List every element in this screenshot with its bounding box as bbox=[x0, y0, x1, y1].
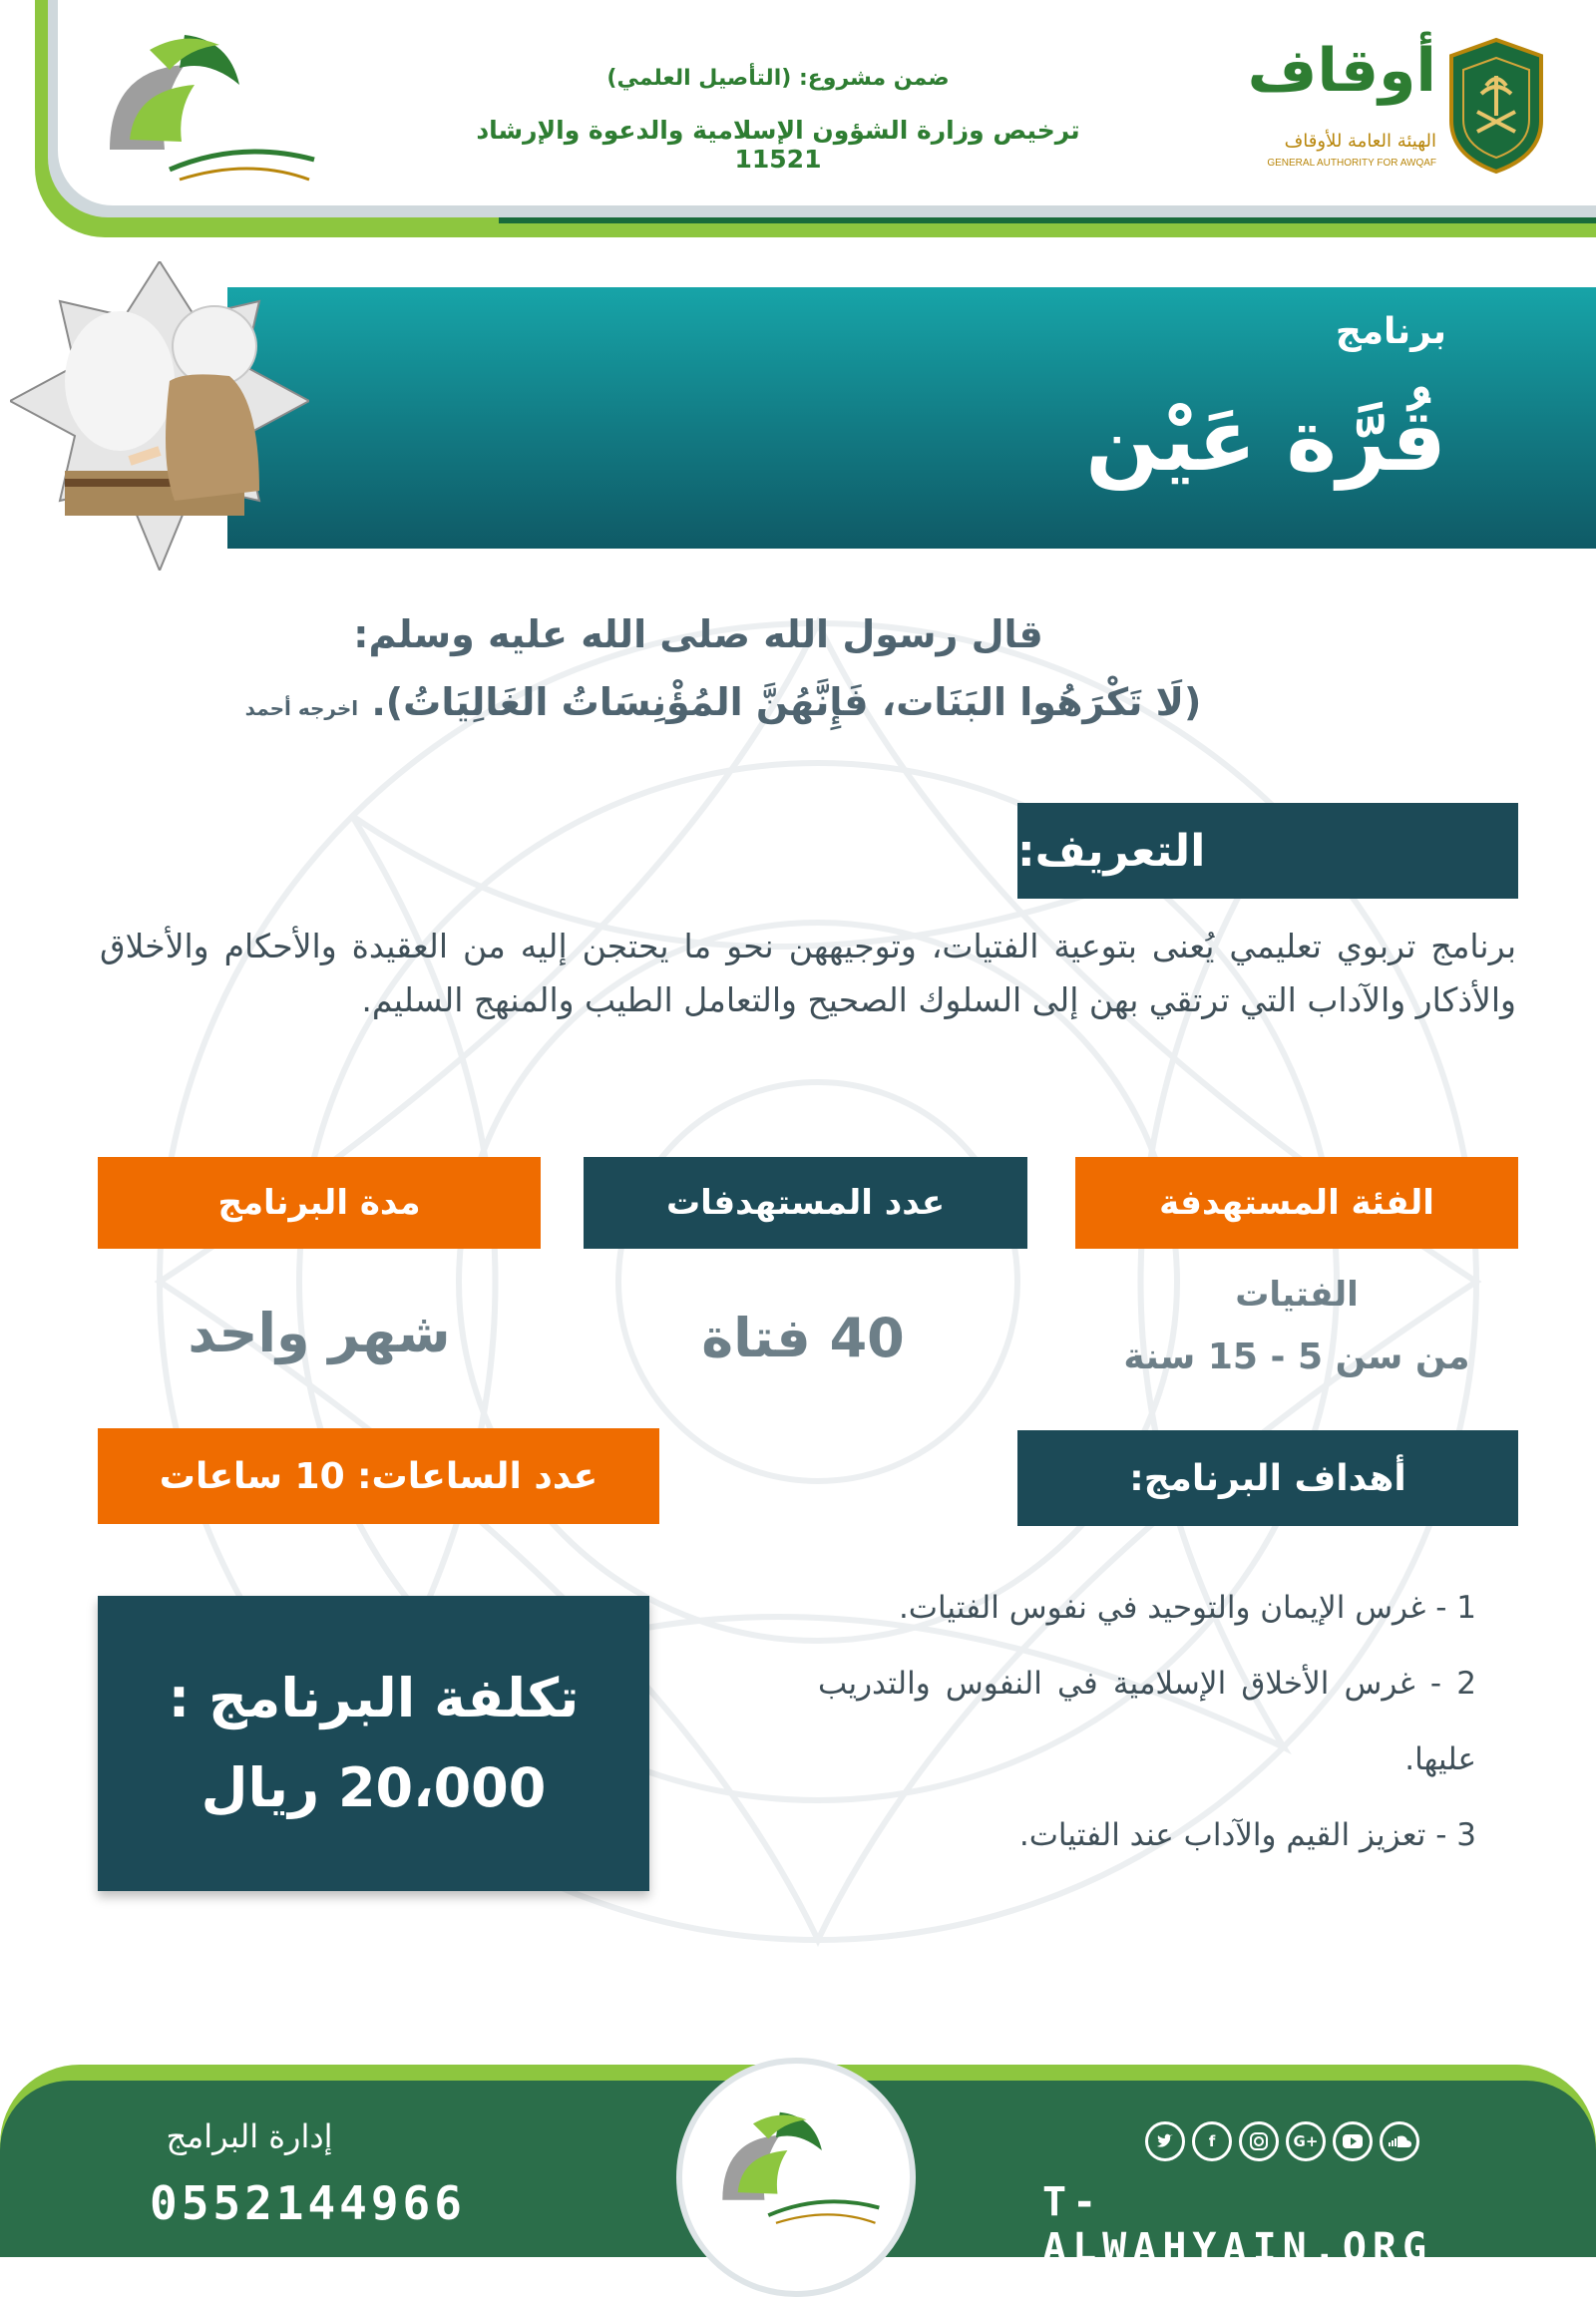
twitter-icon[interactable] bbox=[1145, 2121, 1185, 2161]
cost-label: تكلفة البرنامج : bbox=[168, 1667, 580, 1729]
goals-heading: أهداف البرنامج: bbox=[1017, 1430, 1518, 1526]
wahyain-logo bbox=[90, 30, 324, 199]
duration-value: شهر واحد bbox=[188, 1302, 451, 1364]
target-group-value: الفتيات bbox=[1235, 1275, 1359, 1315]
goal-item: 3 - تعزيز القيم والآداب عند الفتيات. bbox=[1018, 1817, 1476, 1853]
cost-box bbox=[98, 1596, 649, 1891]
youtube-icon[interactable] bbox=[1333, 2121, 1373, 2161]
awqaf-english: GENERAL AUTHORITY FOR AWQAF bbox=[1267, 158, 1436, 169]
duration-heading: مدة البرنامج bbox=[98, 1157, 541, 1249]
program-title: قُرَّة عَيْن bbox=[1085, 391, 1446, 491]
target-group-heading: الفئة المستهدفة bbox=[1075, 1157, 1518, 1249]
googleplus-icon[interactable]: G+ bbox=[1286, 2121, 1326, 2161]
social-links bbox=[1145, 2121, 1444, 2167]
footer-logo-circle bbox=[676, 2058, 916, 2297]
programs-management-label: إدارة البرامج bbox=[166, 2117, 333, 2155]
definition-heading-label: التعريف: bbox=[1017, 825, 1206, 877]
awqaf-subtitle: الهيئة العامة للأوقاف bbox=[1284, 131, 1436, 152]
participant-count-value: 40 فتاة bbox=[701, 1307, 905, 1369]
cost-value: 20،000 ريال bbox=[200, 1756, 547, 1819]
website-link[interactable]: T-ALWAHYAIN.ORG bbox=[1042, 2179, 1433, 2271]
facebook-icon[interactable]: f bbox=[1192, 2121, 1232, 2161]
hours-heading: عدد الساعات: 10 ساعات bbox=[98, 1428, 659, 1524]
contact-phone[interactable]: 0552144966 bbox=[150, 2176, 466, 2230]
project-line: ضمن مشروع: (التأصيل العلمي) bbox=[606, 66, 950, 91]
goals-list bbox=[818, 1570, 1476, 1873]
instagram-icon[interactable] bbox=[1239, 2121, 1279, 2161]
hadith-quote: (لَا تَكْرَهُوا البَنَات، فَإِنَّهُنَّ المُؤْنِسَاتُ الغَالِيَاتُ). bbox=[371, 680, 1202, 724]
goal-item: 1 - غرس الإيمان والتوحيد في نفوس الفتيات. bbox=[898, 1590, 1476, 1626]
wahyain-footer-logo bbox=[707, 2104, 887, 2243]
saudi-emblem-icon bbox=[1441, 36, 1551, 176]
definition-heading bbox=[1017, 803, 1518, 899]
program-label: برنامج bbox=[1335, 311, 1446, 352]
praying-child-photo bbox=[10, 261, 309, 571]
hadith-text bbox=[200, 680, 1247, 724]
awqaf-name: أوقاف bbox=[1247, 36, 1436, 106]
awqaf-logo bbox=[1232, 36, 1551, 186]
participant-count-heading: عدد المستهدفات bbox=[584, 1157, 1027, 1249]
header-divider bbox=[499, 217, 1596, 223]
hadith-intro: قال رسول الله صلى الله عليه وسلم: bbox=[353, 612, 1043, 656]
target-age-range: من سن 5 - 15 سنة bbox=[1123, 1337, 1470, 1377]
goal-item: 2 - غرس الأخلاق الإسلامية في النفوس والتدريب عليها. bbox=[818, 1666, 1476, 1777]
definition-body: برنامج تربوي تعليمي يُعنى بتوعية الفتيات، وتوجيههن نحو ما يحتجن إليه من العقيدة والأحكام والأخلاق والأذكار والآداب التي ترتقي بهن إلى السلوك الصحيح والتعامل الطيب والمنهج السليم. bbox=[100, 927, 1516, 1019]
hadith-source: اخرجه أحمد bbox=[244, 696, 359, 720]
license-line: ترخيص وزارة الشؤون الإسلامية والدعوة والإرشاد 11521 bbox=[476, 116, 1080, 174]
soundcloud-icon[interactable] bbox=[1380, 2121, 1419, 2161]
